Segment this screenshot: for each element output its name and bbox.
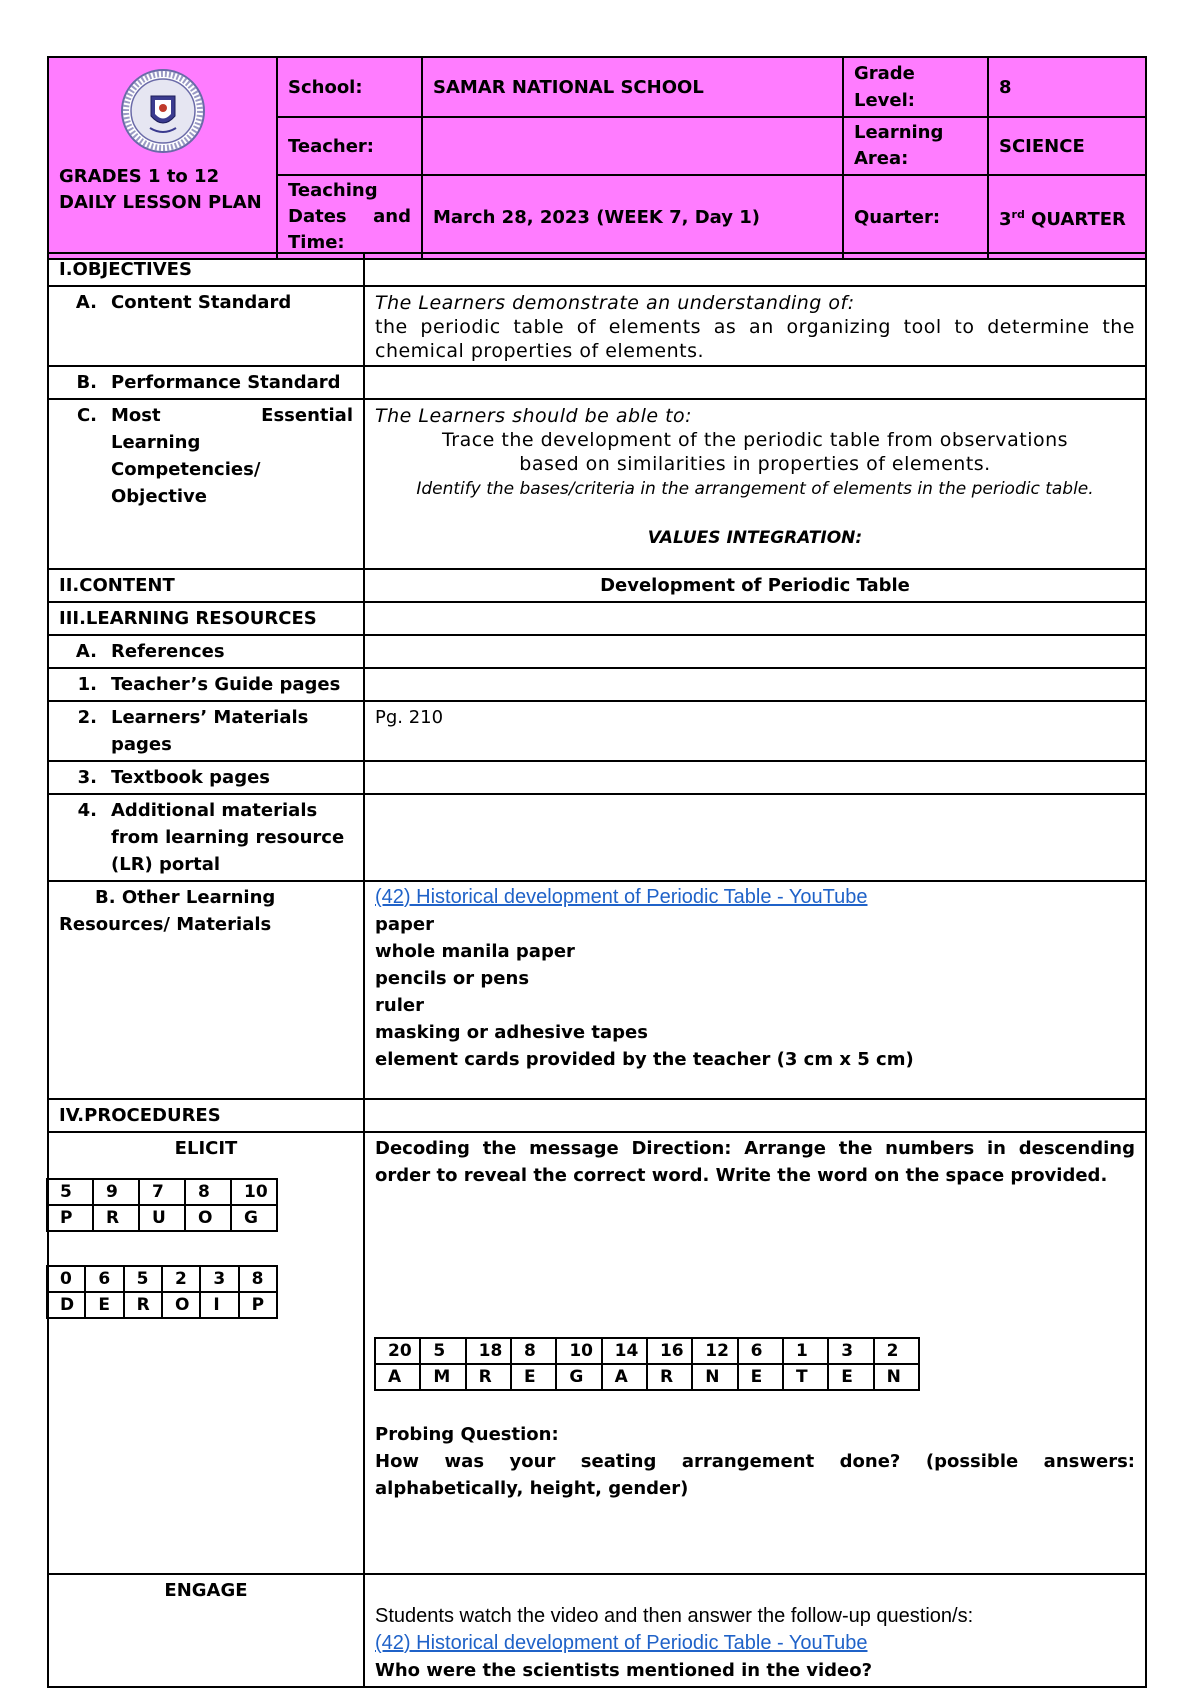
- tg-pages-num: 1.: [77, 674, 97, 695]
- quarter-text: QUARTER: [1024, 209, 1126, 230]
- puzzle-cell: R: [93, 1205, 139, 1231]
- tg-pages-label: [59, 671, 353, 698]
- school-value: SAMAR NATIONAL SCHOOL: [422, 57, 843, 117]
- teacher-label: Teacher:: [277, 117, 422, 175]
- performance-standard-value: [364, 366, 1146, 399]
- puzzle-cell: G: [556, 1364, 601, 1390]
- melc-label-essential: Essential: [261, 405, 353, 426]
- teaching-dates-label-dates: Dates: [288, 206, 347, 227]
- quarter-label: Quarter:: [843, 175, 988, 259]
- melc-label-text: [111, 402, 353, 510]
- puzzle-cell: M: [420, 1364, 465, 1390]
- engage-question: Who were the scientists mentioned in the video?: [375, 1660, 873, 1681]
- puzzle-cell: 5: [47, 1179, 93, 1205]
- lm-pages-num: 2.: [77, 707, 97, 728]
- textbook-pages-label: [59, 764, 353, 791]
- material-item: paper: [375, 914, 435, 935]
- performance-standard-label: [59, 369, 353, 396]
- youtube-link-resources[interactable]: (42) Historical development of Periodic Table - YouTube: [375, 886, 868, 908]
- content-value: Development of Periodic Table: [364, 569, 1146, 602]
- puzzle-cell: 9: [93, 1179, 139, 1205]
- melc-text-line1: Trace the development of the periodic table from observations: [441, 429, 1069, 451]
- teaching-dates-label-line1: Teaching: [288, 180, 378, 201]
- learning-area-label: [843, 117, 988, 175]
- grade-value: 8: [988, 57, 1146, 117]
- references-text: References: [111, 641, 225, 662]
- content-standard-intro: The Learners demonstrate an understanding of:: [375, 292, 855, 314]
- puzzle-1-letters-row: [47, 1205, 277, 1231]
- melc-text-line2: based on similarities in properties of elements.: [519, 453, 991, 475]
- material-item: element cards provided by the teacher (3 cm x 5 cm): [375, 1049, 914, 1070]
- teaching-dates-label-line3: Time:: [288, 232, 345, 253]
- learning-area-value: SCIENCE: [988, 117, 1146, 175]
- lr-portal-value: [364, 794, 1146, 881]
- tg-pages-value: [364, 668, 1146, 701]
- other-resources-label-line1: B. Other Learning: [95, 887, 276, 908]
- puzzle-cell: I: [200, 1292, 238, 1318]
- lr-portal-text: Additional materials from learning resource (LR) portal: [111, 800, 345, 875]
- puzzle-cell: 3: [200, 1266, 238, 1292]
- deped-seal-icon: [120, 68, 206, 154]
- engage-label: ENGAGE: [48, 1574, 364, 1687]
- quarter-suffix: rd: [1011, 208, 1025, 221]
- puzzle-cell: 20: [375, 1338, 420, 1364]
- puzzle-cell: 1: [783, 1338, 828, 1364]
- puzzle-2-letters-row: [47, 1292, 277, 1318]
- puzzle-cell: 12: [692, 1338, 737, 1364]
- other-resources-label-line2: Resources/ Materials: [59, 914, 272, 935]
- lr-portal-num: 4.: [77, 800, 97, 821]
- objectives-heading: I.OBJECTIVES: [48, 253, 364, 286]
- content-standard-letter: A.: [75, 292, 97, 313]
- lr-portal-label-cell: [48, 794, 364, 881]
- puzzle-cell: 6: [738, 1338, 783, 1364]
- content-standard-label-cell: [48, 286, 364, 366]
- puzzle-cell: A: [375, 1364, 420, 1390]
- melc-text-line3: Identify the bases/criteria in the arrangement of elements in the periodic table.: [416, 479, 1094, 499]
- puzzle-cell: 8: [511, 1338, 556, 1364]
- puzzle-cell: R: [647, 1364, 692, 1390]
- quarter-value: [988, 175, 1146, 259]
- puzzle-cell: 8: [239, 1266, 277, 1292]
- procedures-heading: IV.PROCEDURES: [48, 1099, 364, 1132]
- tg-pages-label-cell: [48, 668, 364, 701]
- other-resources-label-cell: [48, 881, 364, 1099]
- puzzle-cell: A: [602, 1364, 647, 1390]
- content-standard-description: the periodic table of elements as an organizing tool to determine the chemical properties of elements.: [375, 316, 1135, 362]
- melc-letter: C.: [76, 405, 97, 426]
- lr-portal-label: [59, 797, 353, 878]
- probing-question-label: Probing Question:: [375, 1424, 559, 1445]
- puzzle-cell: 2: [162, 1266, 200, 1292]
- puzzle-2-numbers-row: [47, 1266, 277, 1292]
- lm-pages-label: [59, 704, 353, 758]
- references-letter: A.: [75, 641, 97, 662]
- textbook-pages-num: 3.: [77, 767, 97, 788]
- elicit-direction: Decoding the message Direction: Arrange the numbers in descending order to reveal the correct word. Write the word on the space provided.: [375, 1138, 1135, 1186]
- lm-pages-text: Learners’ Materials pages: [111, 707, 309, 755]
- engage-content: [364, 1574, 1146, 1687]
- header-logo-cell: [48, 57, 277, 259]
- puzzle-1-table: [46, 1178, 278, 1232]
- teaching-dates-value: March 28, 2023 (WEEK 7, Day 1): [422, 175, 843, 259]
- values-integration: VALUES INTEGRATION:: [647, 528, 863, 548]
- puzzle-cell: 0: [47, 1266, 85, 1292]
- puzzle-cell: R: [466, 1364, 511, 1390]
- youtube-link-engage[interactable]: (42) Historical development of Periodic Table - YouTube: [375, 1632, 868, 1654]
- puzzle-cell: O: [162, 1292, 200, 1318]
- probing-question: How was your seating arrangement done? (possible answers: alphabetically, height, gender): [375, 1451, 1135, 1499]
- puzzle-2-table: [46, 1265, 278, 1319]
- puzzle-cell: E: [828, 1364, 873, 1390]
- puzzle-cell: N: [692, 1364, 737, 1390]
- performance-standard-text: Performance Standard: [111, 372, 341, 393]
- melc-label-line2: Learning: [111, 432, 201, 453]
- references-label-cell: [48, 635, 364, 668]
- performance-standard-letter: B.: [76, 372, 97, 393]
- puzzle-cell: 10: [231, 1179, 277, 1205]
- puzzle-cell: N: [874, 1364, 919, 1390]
- puzzle-cell: T: [783, 1364, 828, 1390]
- puzzle-cell: D: [47, 1292, 85, 1318]
- performance-standard-label-cell: [48, 366, 364, 399]
- puzzle-cell: 7: [139, 1179, 185, 1205]
- material-item: whole manila paper: [375, 941, 575, 962]
- puzzle-cell: E: [511, 1364, 556, 1390]
- learning-area-label-line2: Area:: [854, 148, 909, 169]
- puzzle-cell: E: [85, 1292, 123, 1318]
- tg-pages-text: Teacher’s Guide pages: [111, 674, 341, 695]
- melc-label-cell: [48, 399, 364, 569]
- puzzle-cell: P: [47, 1205, 93, 1231]
- melc-label-line3: Competencies/: [111, 459, 261, 480]
- puzzle-3-table: [374, 1337, 920, 1391]
- melc-label-most: Most: [111, 405, 161, 426]
- melc-intro: The Learners should be able to:: [375, 405, 693, 427]
- puzzle-3-numbers-row: [375, 1338, 919, 1364]
- engage-intro: Students watch the video and then answer the follow-up question/s:: [375, 1605, 974, 1627]
- elicit-label: ELICIT: [48, 1132, 364, 1574]
- content-standard-label: [59, 289, 353, 316]
- puzzle-1-numbers-row: [47, 1179, 277, 1205]
- puzzle-cell: 3: [828, 1338, 873, 1364]
- melc-label-line4: Objective: [111, 486, 207, 507]
- references-label: [59, 638, 353, 665]
- header-table: [47, 56, 1147, 260]
- objectives-heading-value: [364, 253, 1146, 286]
- puzzle-3-letters-row: [375, 1364, 919, 1390]
- teaching-dates-label: [277, 175, 422, 259]
- quarter-number: 3: [999, 209, 1012, 230]
- content-heading: II.CONTENT: [48, 569, 364, 602]
- teaching-dates-label-line2: [288, 204, 411, 230]
- puzzle-cell: 5: [420, 1338, 465, 1364]
- references-value: [364, 635, 1146, 668]
- puzzle-cell: U: [139, 1205, 185, 1231]
- teacher-value: [422, 117, 843, 175]
- content-standard-text: Content Standard: [111, 292, 292, 313]
- material-item: pencils or pens: [375, 968, 530, 989]
- other-resources-value: [364, 881, 1146, 1099]
- content-standard-value: [364, 286, 1146, 366]
- header-title-line1: GRADES 1 to 12: [59, 166, 220, 187]
- lesson-plan-table: [47, 252, 1147, 1688]
- puzzle-cell: 2: [874, 1338, 919, 1364]
- grade-label: Grade Level:: [843, 57, 988, 117]
- header-title-line2: DAILY LESSON PLAN: [59, 192, 262, 213]
- learning-area-label-line1: Learning: [854, 122, 944, 143]
- puzzle-cell: R: [124, 1292, 162, 1318]
- resources-heading-value: [364, 602, 1146, 635]
- lm-pages-value: Pg. 210: [364, 701, 1146, 761]
- textbook-pages-value: [364, 761, 1146, 794]
- melc-value: [364, 399, 1146, 569]
- procedures-heading-value: [364, 1099, 1146, 1132]
- puzzle-cell: E: [738, 1364, 783, 1390]
- lm-pages-label-cell: [48, 701, 364, 761]
- material-item: ruler: [375, 995, 424, 1016]
- school-label: School:: [277, 57, 422, 117]
- puzzle-cell: P: [239, 1292, 277, 1318]
- puzzle-cell: 6: [85, 1266, 123, 1292]
- puzzle-cell: 14: [602, 1338, 647, 1364]
- textbook-pages-text: Textbook pages: [111, 767, 271, 788]
- textbook-pages-label-cell: [48, 761, 364, 794]
- puzzle-cell: 18: [466, 1338, 511, 1364]
- melc-label-line1: [111, 402, 353, 429]
- puzzle-cell: 8: [185, 1179, 231, 1205]
- puzzle-cell: 5: [124, 1266, 162, 1292]
- teaching-dates-label-and: and: [373, 206, 411, 227]
- resources-heading: III.LEARNING RESOURCES: [48, 602, 364, 635]
- puzzle-cell: G: [231, 1205, 277, 1231]
- puzzle-cell: 10: [556, 1338, 601, 1364]
- material-item: masking or adhesive tapes: [375, 1022, 648, 1043]
- puzzle-cell: O: [185, 1205, 231, 1231]
- puzzle-cell: 16: [647, 1338, 692, 1364]
- melc-label: [59, 402, 353, 510]
